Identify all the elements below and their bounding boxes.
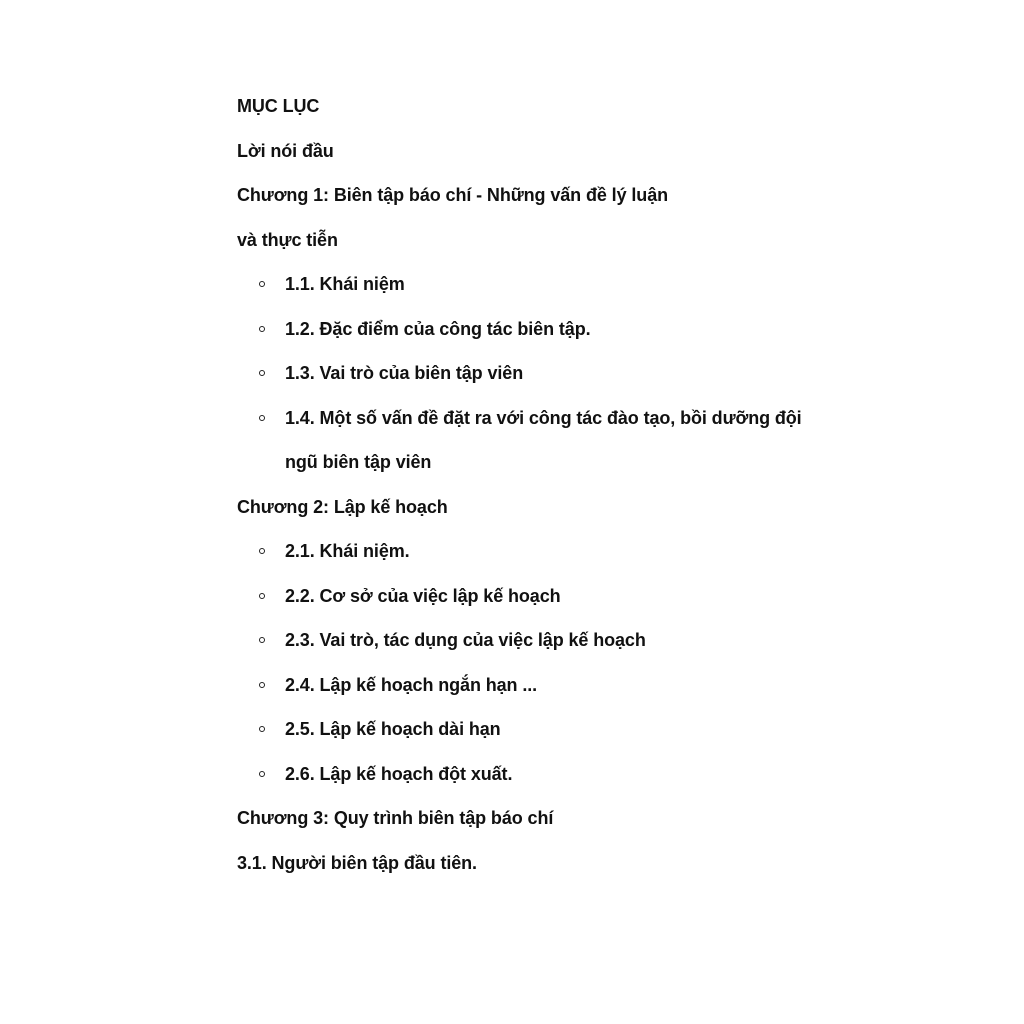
toc-subitem-label: 2.6. Lập kế hoạch đột xuất. xyxy=(285,763,513,784)
toc-subitem xyxy=(237,663,937,708)
hollow-bullet-icon xyxy=(259,281,265,287)
toc-subitem xyxy=(237,396,937,441)
toc-subitem-continued: ngũ biên tập viên xyxy=(285,452,432,472)
hollow-bullet-icon xyxy=(259,326,265,332)
hollow-bullet-icon xyxy=(259,637,265,643)
toc-subitem-label: 1.4. Một số vấn đề đặt ra với công tác đào tạo, bồi dưỡng đội xyxy=(285,407,802,428)
toc-subitem xyxy=(237,307,937,352)
chapter-1-title-continued: và thực tiễn xyxy=(237,229,338,250)
toc-subitem-label: 1.3. Vai trò của biên tập viên xyxy=(285,363,524,383)
hollow-bullet-icon xyxy=(259,593,265,599)
toc-subitem xyxy=(237,707,937,752)
toc-subitem-label: 2.2. Cơ sở của việc lập kế hoạch xyxy=(285,585,561,606)
hollow-bullet-icon xyxy=(259,726,265,732)
table-of-contents xyxy=(237,84,937,885)
toc-subitem xyxy=(237,351,937,396)
toc-subitem xyxy=(237,574,937,619)
hollow-bullet-icon xyxy=(259,771,265,777)
section-3-1: 3.1. Người biên tập đầu tiên. xyxy=(237,852,477,873)
toc-subitem-label: 2.3. Vai trò, tác dụng của việc lập kế hoạch xyxy=(285,630,646,650)
hollow-bullet-icon xyxy=(259,415,265,421)
toc-entry-preface: Lời nói đầu xyxy=(237,140,334,161)
toc-subitem-label: 2.5. Lập kế hoạch dài hạn xyxy=(285,719,501,739)
toc-title: MỤC LỤC xyxy=(237,96,320,116)
toc-subitem xyxy=(237,529,937,574)
hollow-bullet-icon xyxy=(259,370,265,376)
toc-subitem-label: 1.1. Khái niệm xyxy=(285,274,405,294)
toc-subitem-label: 2.4. Lập kế hoạch ngắn hạn ... xyxy=(285,674,538,695)
toc-subitem xyxy=(237,262,937,307)
chapter-2-title: Chương 2: Lập kế hoạch xyxy=(237,496,448,517)
toc-subitem-label: 2.1. Khái niệm. xyxy=(285,541,410,561)
chapter-3-title: Chương 3: Quy trình biên tập báo chí xyxy=(237,808,554,828)
toc-subitem xyxy=(237,752,937,797)
hollow-bullet-icon xyxy=(259,548,265,554)
toc-subitem xyxy=(237,618,937,663)
chapter-1-title: Chương 1: Biên tập báo chí - Những vấn đề lý luận xyxy=(237,185,668,205)
hollow-bullet-icon xyxy=(259,682,265,688)
toc-subitem-label: 1.2. Đặc điểm của công tác biên tập. xyxy=(285,318,591,339)
